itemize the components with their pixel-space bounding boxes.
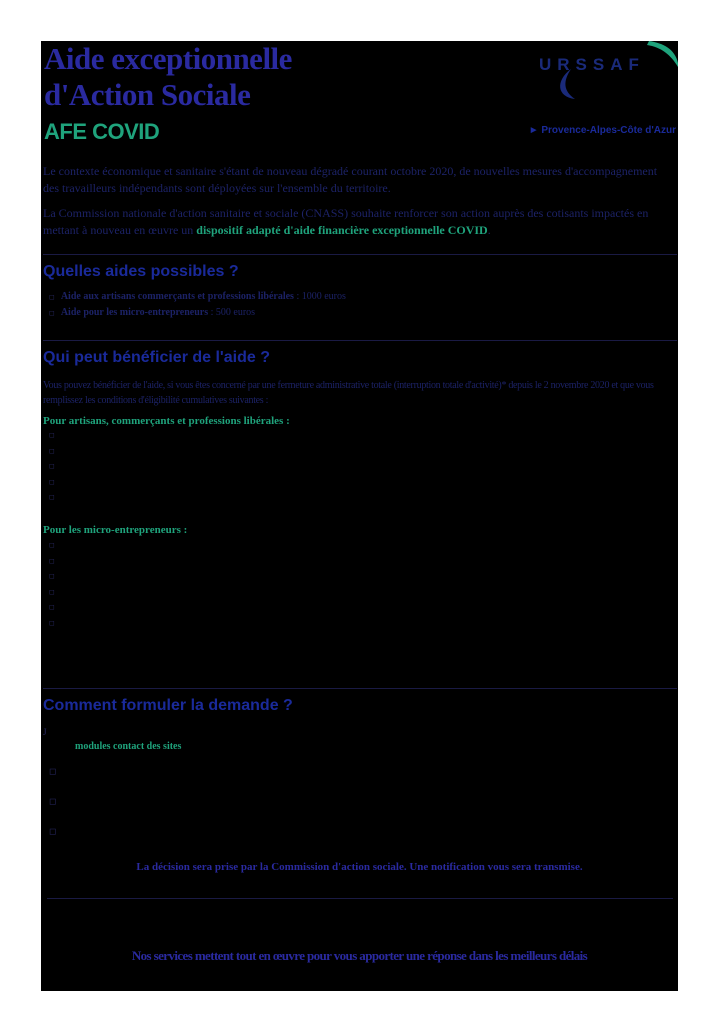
document-title-line-1: Aide exceptionnelle	[44, 41, 292, 76]
intro-highlight: dispositif adapté d'aide financière exceptionnelle COVID	[196, 223, 488, 237]
bullet-icon: ◻	[49, 309, 55, 317]
document-subtitle: AFE COVID	[44, 119, 160, 144]
contact-modules-text: modules contact des sites	[75, 741, 182, 752]
section-divider	[47, 898, 673, 899]
list-item: ◻	[49, 556, 55, 565]
list-item: ◻	[49, 618, 55, 627]
intro-paragraph-2	[43, 205, 675, 239]
group-heading-micro: Pour les micro-entrepreneurs :	[43, 524, 188, 536]
list-item: ◻	[49, 603, 55, 611]
list-item: ◻	[49, 541, 55, 549]
intro-paragraph-1: Le contexte économique et sanitaire s'étant de nouveau dégradé courant octobre 2020, de nouvelles mesures d'accompagnement des travailleurs indépendants sont déployées sur l'ensemble du territoire.	[43, 164, 658, 195]
list-item: ◻	[49, 431, 55, 439]
bullet-icon: ◻	[49, 826, 57, 836]
section-heading-beneficiaires: Qui peut bénéficier de l'aide ?	[43, 349, 270, 366]
aide-label: Aide aux artisans commerçants et professions libérales	[60, 291, 294, 302]
region-label: ► Provence-Alpes-Côte d'Azur	[528, 125, 676, 136]
section-divider	[43, 340, 677, 341]
document-title-line-2: d'Action Sociale	[44, 77, 251, 112]
decision-note: La décision sera prise par la Commission d'action sociale. Une notification vous sera transmise.	[136, 861, 583, 873]
list-item: ◻	[49, 587, 55, 596]
bullet-icon: ◻	[49, 293, 55, 301]
section-divider	[43, 688, 677, 689]
list-item	[49, 305, 346, 321]
list-item: ◻	[49, 493, 55, 501]
list-item: ◻	[49, 446, 55, 455]
list-item: ◻	[49, 572, 55, 580]
section-heading-demande: Comment formuler la demande ?	[43, 697, 293, 714]
section-heading-aides: Quelles aides possibles ?	[43, 263, 239, 280]
list-item: ◻	[49, 462, 55, 470]
beneficiaires-intro: Vous pouvez bénéficier de l'aide, si vous êtes concerné par une fermeture administrative totale (interruption totale d'activité)* depuis le 2 novembre 2020 et que vous remplissez les conditions d'éligibilité cumulatives suivantes :	[43, 380, 654, 406]
micro-criteria-list	[49, 541, 55, 634]
list-item: ◻	[49, 477, 55, 486]
aide-amount: : 500 euros	[208, 307, 256, 318]
group-heading-artisans: Pour artisans, commerçants et professions libérales :	[43, 415, 290, 427]
bullet-icon: ◻	[49, 766, 57, 776]
intro-paragraph-2-text: La Commission nationale d'action sanitaire et sociale (CNASS) souhaite renforcer son action auprès des cotisants impactés en mettant à nouveau en œuvre un	[43, 206, 649, 237]
intro-paragraph-2-end: .	[487, 223, 491, 237]
document-page	[41, 41, 678, 991]
demande-glyph: J	[43, 727, 47, 737]
bullet-icon: ◻	[49, 796, 57, 806]
aide-amount: : 1000 euros	[293, 291, 346, 302]
artisans-criteria-list	[49, 431, 55, 509]
closing-statement: Nos services mettent tout en œuvre pour vous apporter une réponse dans les meilleurs délais	[131, 948, 588, 963]
list-item	[49, 289, 346, 305]
aide-label: Aide pour les micro-entrepreneurs	[60, 307, 209, 318]
urssaf-logo-text: URSSAF	[539, 55, 645, 74]
aides-list	[49, 289, 346, 321]
section-divider	[43, 254, 677, 255]
